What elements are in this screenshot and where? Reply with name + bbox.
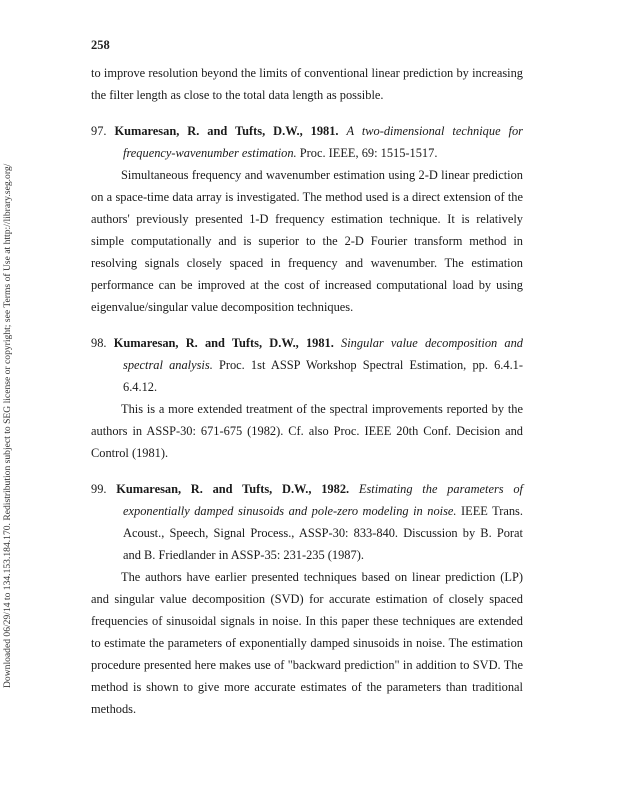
reference-source: Proc. IEEE, 69: 1515-1517.	[299, 146, 438, 160]
reference-title: Singular value decomposition and spectral analysis.	[123, 336, 523, 372]
reference-99-abstract: The authors have earlier presented techniques based on linear prediction (LP) and singular value decomposition (SVD) for accurate estimation of closely spaced frequencies of sinusoidal signals in noise. In this paper these techniques are extended to estimate the parameters of exponentially damped sinusoids in noise. The estimation procedure presented here makes use of "backward prediction" in addition to SVD. The method is shown to give more accurate estimates of the parameters than traditional methods.	[91, 570, 523, 716]
reference-97-abstract: Simultaneous frequency and wavenumber estimation using 2-D linear prediction on a space-time data array is investigated. The method used is a direct extension of the authors' previously presented 1-D frequency estimation technique. It is relatively simple computationally and is superior to the 2-D Fourier transform method in resolving signals closely spaced in frequency and wavenumber. The estimation performance can be improved at the cost of increased computational load by using eigenvalue/singular value decomposition techniques.	[91, 168, 523, 314]
reference-number: 97.	[91, 124, 107, 138]
reference-number: 99.	[91, 482, 107, 496]
page-content	[91, 62, 523, 720]
reference-title: Estimating the parameters of exponentially damped sinusoids and pole-zero modeling in noise.	[123, 482, 523, 518]
reference-title: A two-dimensional technique for frequency-wavenumber estimation.	[123, 124, 523, 160]
download-notice: Downloaded 06/29/14 to 134.153.184.170. Redistribution subject to SEG license or copyright; see Terms of Use at http://library.seg.org/	[2, 163, 13, 688]
reference-source: IEEE Trans. Acoust., Speech, Signal Process., ASSP-30: 833-840. Discussion by B. Porat and B. Friedlander in ASSP-35: 231-235 (1987).	[123, 504, 523, 562]
reference-99	[91, 478, 523, 566]
page-number: 258	[91, 38, 110, 52]
reference-98-abstract: This is a more extended treatment of the spectral improvements reported by the authors in ASSP-30: 671-675 (1982). Cf. also Proc. IEEE 20th Conf. Decision and Control (1981).	[91, 402, 523, 460]
reference-98	[91, 332, 523, 398]
intro-paragraph: to improve resolution beyond the limits of conventional linear prediction by increasing the filter length as close to the total data length as possible.	[91, 66, 523, 102]
reference-authors: Kumaresan, R. and Tufts, D.W., 1981.	[114, 124, 339, 138]
reference-97	[91, 120, 523, 164]
reference-source: Proc. 1st ASSP Workshop Spectral Estimation, pp. 6.4.1-6.4.12.	[123, 358, 523, 394]
reference-authors: Kumaresan, R. and Tufts, D.W., 1981.	[113, 336, 334, 350]
reference-authors: Kumaresan, R. and Tufts, D.W., 1982.	[116, 482, 350, 496]
reference-number: 98.	[91, 336, 107, 350]
